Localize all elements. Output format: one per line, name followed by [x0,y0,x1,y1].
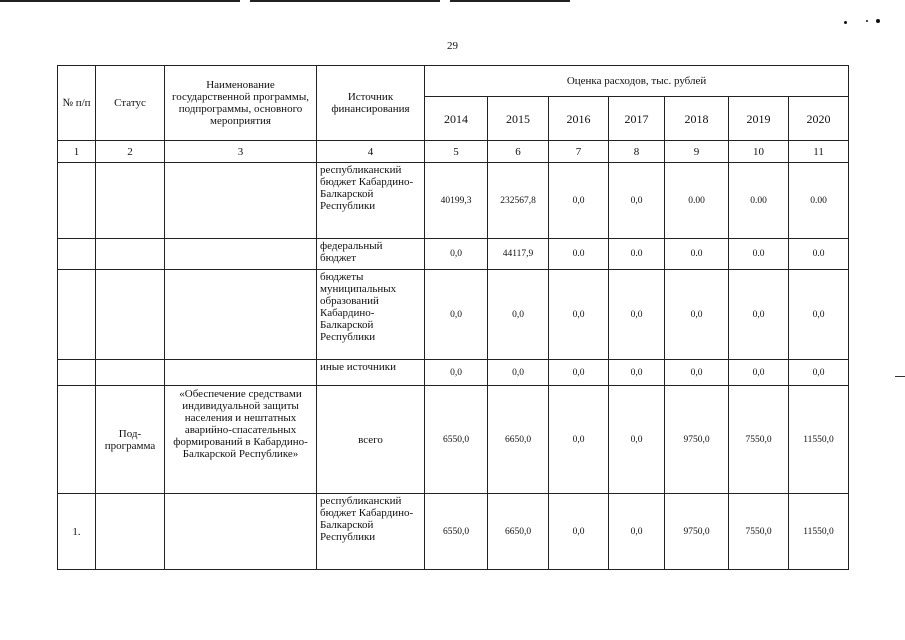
cell-value: 0,0 [425,239,488,270]
cell-value: 44117,9 [488,239,549,270]
column-index-row [58,141,849,163]
header-year: 2015 [488,97,549,141]
column-index: 4 [317,141,425,163]
table-row [58,386,849,494]
cell-value: 0.00 [789,163,849,239]
cell-value: 0,0 [488,270,549,360]
cell-value: 6650,0 [488,386,549,494]
column-index: 5 [425,141,488,163]
column-index: 6 [488,141,549,163]
cell-status [96,163,165,239]
header-year: 2019 [729,97,789,141]
cell-value: 9750,0 [665,494,729,570]
cell-status [96,239,165,270]
header-row-top [58,66,849,97]
cell-no [58,270,96,360]
header-year: 2020 [789,97,849,141]
cell-value: 0,0 [549,360,609,386]
cell-source: федеральный бюджет [317,239,425,270]
column-index: 7 [549,141,609,163]
cell-value: 0,0 [549,494,609,570]
cell-value: 0,0 [609,494,665,570]
cell-value: 0,0 [549,386,609,494]
column-index: 8 [609,141,665,163]
cell-source: всего [317,386,425,494]
cell-status [96,360,165,386]
cell-value: 40199,3 [425,163,488,239]
header-source: Источник финансирования [317,66,425,141]
cell-value: 0,0 [609,360,665,386]
cell-no [58,386,96,494]
table-row [58,270,849,360]
cell-source: иные источники [317,360,425,386]
header-year: 2018 [665,97,729,141]
cell-value: 0.0 [609,239,665,270]
header-name: Наименование государственной программы, подпрограммы, основного мероприятия [165,66,317,141]
cell-name [165,163,317,239]
cell-value: 0.0 [729,239,789,270]
column-index: 2 [96,141,165,163]
cell-value: 0.0 [665,239,729,270]
scan-top-edge [0,0,905,4]
cell-status [96,494,165,570]
header-year: 2017 [609,97,665,141]
cell-value: 7550,0 [729,386,789,494]
column-index: 9 [665,141,729,163]
cell-name: «Обеспечение средствами индивидуальной защиты населения и нештатных аварийно-спасательных формирований в Кабардино-Балкарской Республике» [165,386,317,494]
table-row [58,239,849,270]
cell-value: 0,0 [609,270,665,360]
cell-status [96,270,165,360]
cell-status: Под-программа [96,386,165,494]
cell-value: 0,0 [729,360,789,386]
column-index: 10 [729,141,789,163]
cell-no: 1. [58,494,96,570]
scan-edge-mark [895,376,905,377]
cell-value: 0.00 [665,163,729,239]
cell-no [58,360,96,386]
cell-source: бюджеты муниципальных образований Кабардино-Балкарской Республики [317,270,425,360]
header-year: 2014 [425,97,488,141]
cell-value: 11550,0 [789,494,849,570]
cell-value: 6550,0 [425,386,488,494]
cell-no [58,239,96,270]
cell-name [165,360,317,386]
cell-value: 7550,0 [729,494,789,570]
header-estimate: Оценка расходов, тыс. рублей [425,66,849,97]
cell-value: 232567,8 [488,163,549,239]
column-index: 3 [165,141,317,163]
cell-value: 0,0 [609,386,665,494]
cell-value: 0,0 [549,270,609,360]
cell-value: 9750,0 [665,386,729,494]
cell-value: 0.0 [789,239,849,270]
cell-value: 0,0 [729,270,789,360]
cell-value: 0,0 [789,270,849,360]
cell-value: 0,0 [609,163,665,239]
scan-specks [838,16,898,28]
header-no: № п/п [58,66,96,141]
cell-no [58,163,96,239]
cell-value: 0,0 [425,360,488,386]
cell-source: республиканский бюджет Кабардино-Балкарской Республики [317,494,425,570]
budget-table [57,65,849,570]
table-row [58,494,849,570]
cell-value: 0,0 [665,270,729,360]
cell-value: 0,0 [665,360,729,386]
table-row [58,360,849,386]
cell-name [165,494,317,570]
table-row [58,163,849,239]
page-number: 29 [447,40,458,52]
cell-value: 11550,0 [789,386,849,494]
cell-value: 0,0 [425,270,488,360]
cell-value: 6650,0 [488,494,549,570]
cell-name [165,270,317,360]
header-status: Статус [96,66,165,141]
column-index: 11 [789,141,849,163]
header-year: 2016 [549,97,609,141]
column-index: 1 [58,141,96,163]
cell-value: 0.0 [549,239,609,270]
cell-value: 0,0 [488,360,549,386]
cell-value: 6550,0 [425,494,488,570]
cell-value: 0.00 [729,163,789,239]
cell-source: республиканский бюджет Кабардино-Балкарской Республики [317,163,425,239]
cell-name [165,239,317,270]
cell-value: 0,0 [789,360,849,386]
cell-value: 0,0 [549,163,609,239]
